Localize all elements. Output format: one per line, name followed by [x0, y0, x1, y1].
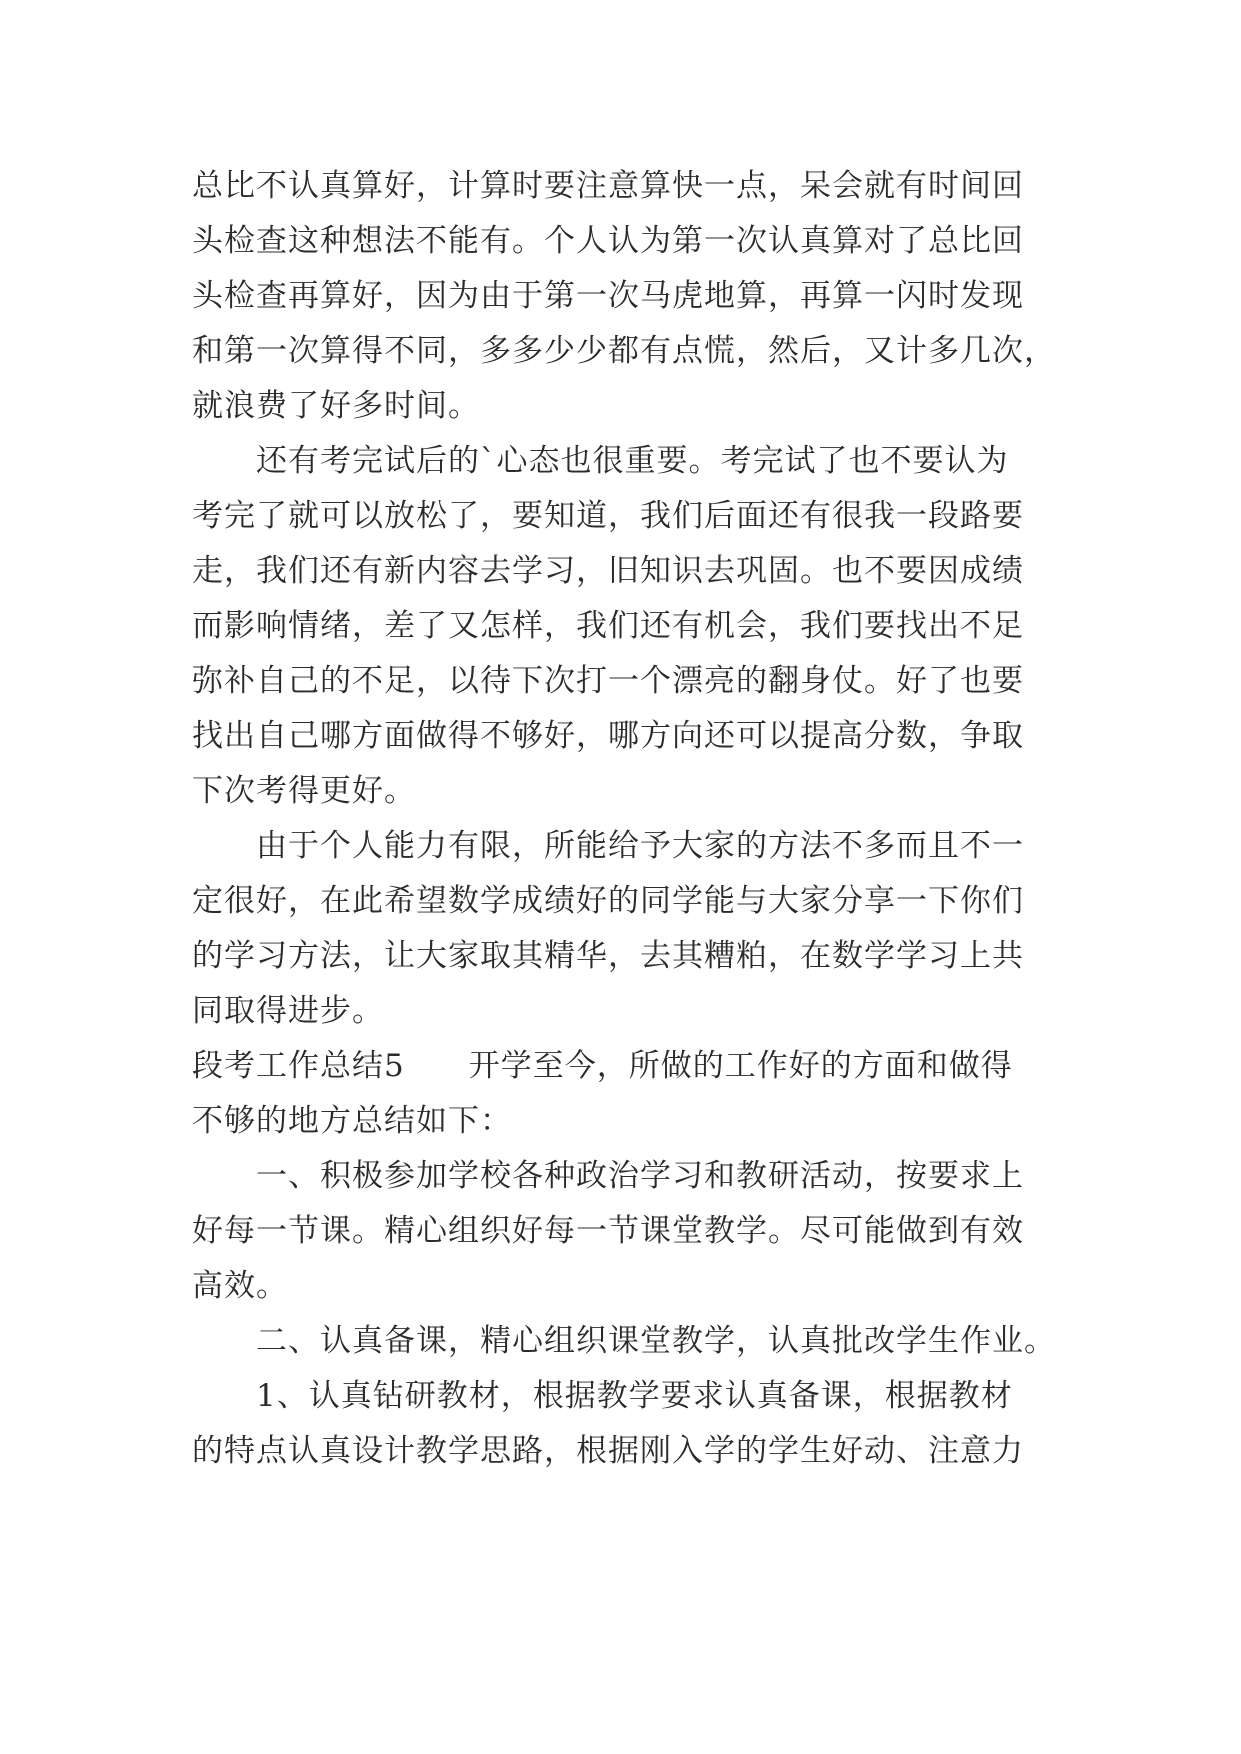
paragraph-5 [192, 1314, 1054, 1369]
text-line: 还有考完试后的`心态也很重要。考完试了也不要认为 [256, 443, 1009, 479]
text-line: 和第一次算得不同，多多少少都有点慌，然后，又计多几次， [192, 333, 1056, 369]
paragraph-1 [192, 159, 1054, 434]
indented-line [192, 434, 1054, 489]
text-line: 下次考得更好。 [192, 773, 416, 809]
text-line: 弥补自己的不足，以待下次打一个漂亮的翻身仗。好了也要 [192, 663, 1024, 699]
text-line: 找出自己哪方面做得不够好，哪方向还可以提高分数，争取 [192, 718, 1024, 754]
text-line: 头检查再算好，因为由于第一次马虎地算，再算一闪时发现 [192, 278, 1024, 314]
text-line: 二、认真备课，精心组织课堂教学，认真批改学生作业。 [256, 1323, 1056, 1359]
text-line: 走，我们还有新内容去学习，旧知识去巩固。也不要因成绩 [192, 553, 1024, 589]
section-heading: 段考工作总结5 [192, 1048, 405, 1084]
text-line: 的学习方法，让大家取其精华，去其糟粕，在数学学习上共 [192, 938, 1024, 974]
text-line: 定很好，在此希望数学成绩好的同学能与大家分享一下你们 [192, 883, 1024, 919]
indented-line [192, 1314, 1054, 1369]
indented-line [192, 1369, 1054, 1424]
paragraph-3 [192, 819, 1054, 1039]
text-line: 而影响情绪，差了又怎样，我们还有机会，我们要找出不足 [192, 608, 1024, 644]
text-line: 一、积极参加学校各种政治学习和教研活动，按要求上 [256, 1158, 1024, 1194]
text-line: 1、认真钻研教材，根据教学要求认真备课，根据教材 [256, 1378, 1013, 1414]
text-line: 同取得进步。 [192, 993, 384, 1029]
text-line: 由于个人能力有限，所能给予大家的方法不多而且不一 [256, 828, 1024, 864]
text-line: 头检查这种想法不能有。个人认为第一次认真算对了总比回 [192, 223, 1024, 259]
text-line: 的特点认真设计教学思路，根据刚入学的学生好动、注意力 [192, 1433, 1024, 1469]
section-intro-first: 开学至今，所做的工作好的方面和做得 [468, 1048, 1013, 1084]
text-line: 好每一节课。精心组织好每一节课堂教学。尽可能做到有效 [192, 1213, 1024, 1249]
text-line: 高效。 [192, 1268, 288, 1304]
indented-line [192, 819, 1054, 874]
text-line: 总比不认真算好，计算时要注意算快一点，呆会就有时间回 [192, 168, 1024, 204]
document-body [192, 159, 1054, 1479]
paragraph-2 [192, 434, 1054, 819]
section-intro-rest: 不够的地方总结如下： [192, 1103, 512, 1139]
section-heading-line [192, 1039, 1054, 1094]
paragraph-4 [192, 1149, 1054, 1314]
section-intro [192, 1039, 1054, 1149]
indented-line [192, 1149, 1054, 1204]
text-line: 就浪费了好多时间。 [192, 388, 480, 424]
text-line: 考完了就可以放松了，要知道，我们后面还有很我一段路要 [192, 498, 1024, 534]
paragraph-6 [192, 1369, 1054, 1479]
